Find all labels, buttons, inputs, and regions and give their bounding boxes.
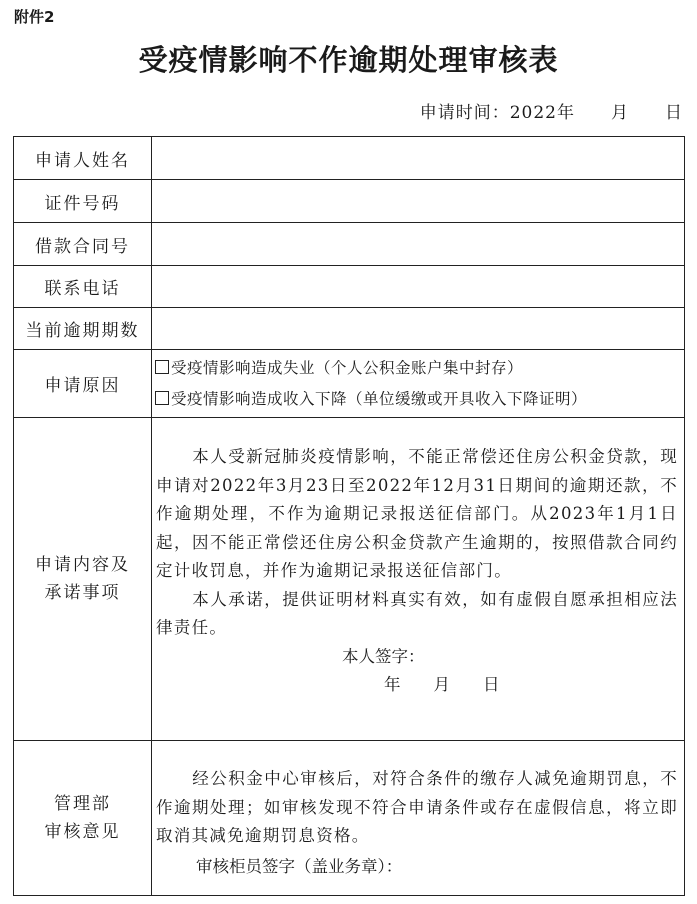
- overdue-count-field[interactable]: [152, 308, 685, 350]
- review-signature-label: 审核柜员签字（盖业务章）：: [196, 856, 403, 876]
- applicant-signature-date: 年 月 日: [384, 674, 500, 694]
- content-label: 申请内容及承诺事项: [35, 555, 130, 603]
- reason-option-income-drop-text: 受疫情影响造成收入下降（单位缓缴或开具收入下降证明）: [171, 389, 588, 408]
- checkbox-income-drop[interactable]: [155, 391, 169, 405]
- review-label-line1: 管理部: [54, 794, 111, 814]
- overdue-count-label: 当前逾期期数: [14, 308, 152, 350]
- id-number-field[interactable]: [152, 180, 685, 223]
- phone-field[interactable]: [152, 266, 685, 308]
- contract-number-field[interactable]: [152, 223, 685, 266]
- row-id-number: [14, 180, 685, 223]
- contract-number-label: 借款合同号: [14, 223, 152, 266]
- review-cell: [152, 741, 685, 896]
- row-reason: [14, 350, 685, 418]
- row-applicant-name: [14, 137, 685, 180]
- content-label-cell: [14, 418, 152, 741]
- reason-option-unemployment-text: 受疫情影响造成失业（个人公积金账户集中封存）: [171, 358, 524, 377]
- checkbox-unemployment[interactable]: [155, 360, 169, 374]
- reason-option-income-drop[interactable]: [152, 384, 684, 415]
- id-number-label: 证件号码: [14, 180, 152, 223]
- row-phone: [14, 266, 685, 308]
- applicant-name-label: 申请人姓名: [14, 137, 152, 180]
- phone-label: 联系电话: [14, 266, 152, 308]
- review-paragraph: 经公积金中心审核后，对符合条件的缴存人减免逾期罚息，不作逾期处理；如审核发现不符合申请条件或存在虚假信息，将立即取消其减免逾期罚息资格。: [156, 769, 678, 845]
- content-paragraph-2: 本人承诺，提供证明材料真实有效，如有虚假自愿承担相应法律责任。: [156, 589, 678, 637]
- reason-option-unemployment[interactable]: [152, 353, 684, 384]
- applicant-name-field[interactable]: [152, 137, 685, 180]
- review-label-line2: 审核意见: [44, 822, 121, 842]
- row-content: [14, 418, 685, 741]
- review-form-table: [13, 136, 685, 896]
- attachment-label: 附件2: [14, 8, 55, 26]
- applicant-signature-label: 本人签字：: [342, 646, 425, 666]
- content-paragraph-1: 本人受新冠肺炎疫情影响，不能正常偿还住房公积金贷款，现申请对2022年3月23日至2022年12月31日期间的逾期还款，不作逾期处理，不作为逾期记录报送征信部门。从2023年1月1日起，因不能正常偿还住房公积金贷款产生逾期的，按照借款合同约定计收罚息，并作为逾期记录报送征信部门。: [156, 447, 678, 580]
- form-title: 受疫情影响不作逾期处理审核表: [138, 43, 559, 77]
- apply-time: 申请时间：2022年 月 日: [419, 103, 683, 123]
- row-contract-number: [14, 223, 685, 266]
- row-overdue-count: [14, 308, 685, 350]
- review-label-cell: [14, 741, 152, 896]
- row-review: [14, 741, 685, 896]
- reason-label: 申请原因: [14, 350, 152, 418]
- reason-options: [152, 350, 685, 418]
- content-cell: [152, 418, 685, 741]
